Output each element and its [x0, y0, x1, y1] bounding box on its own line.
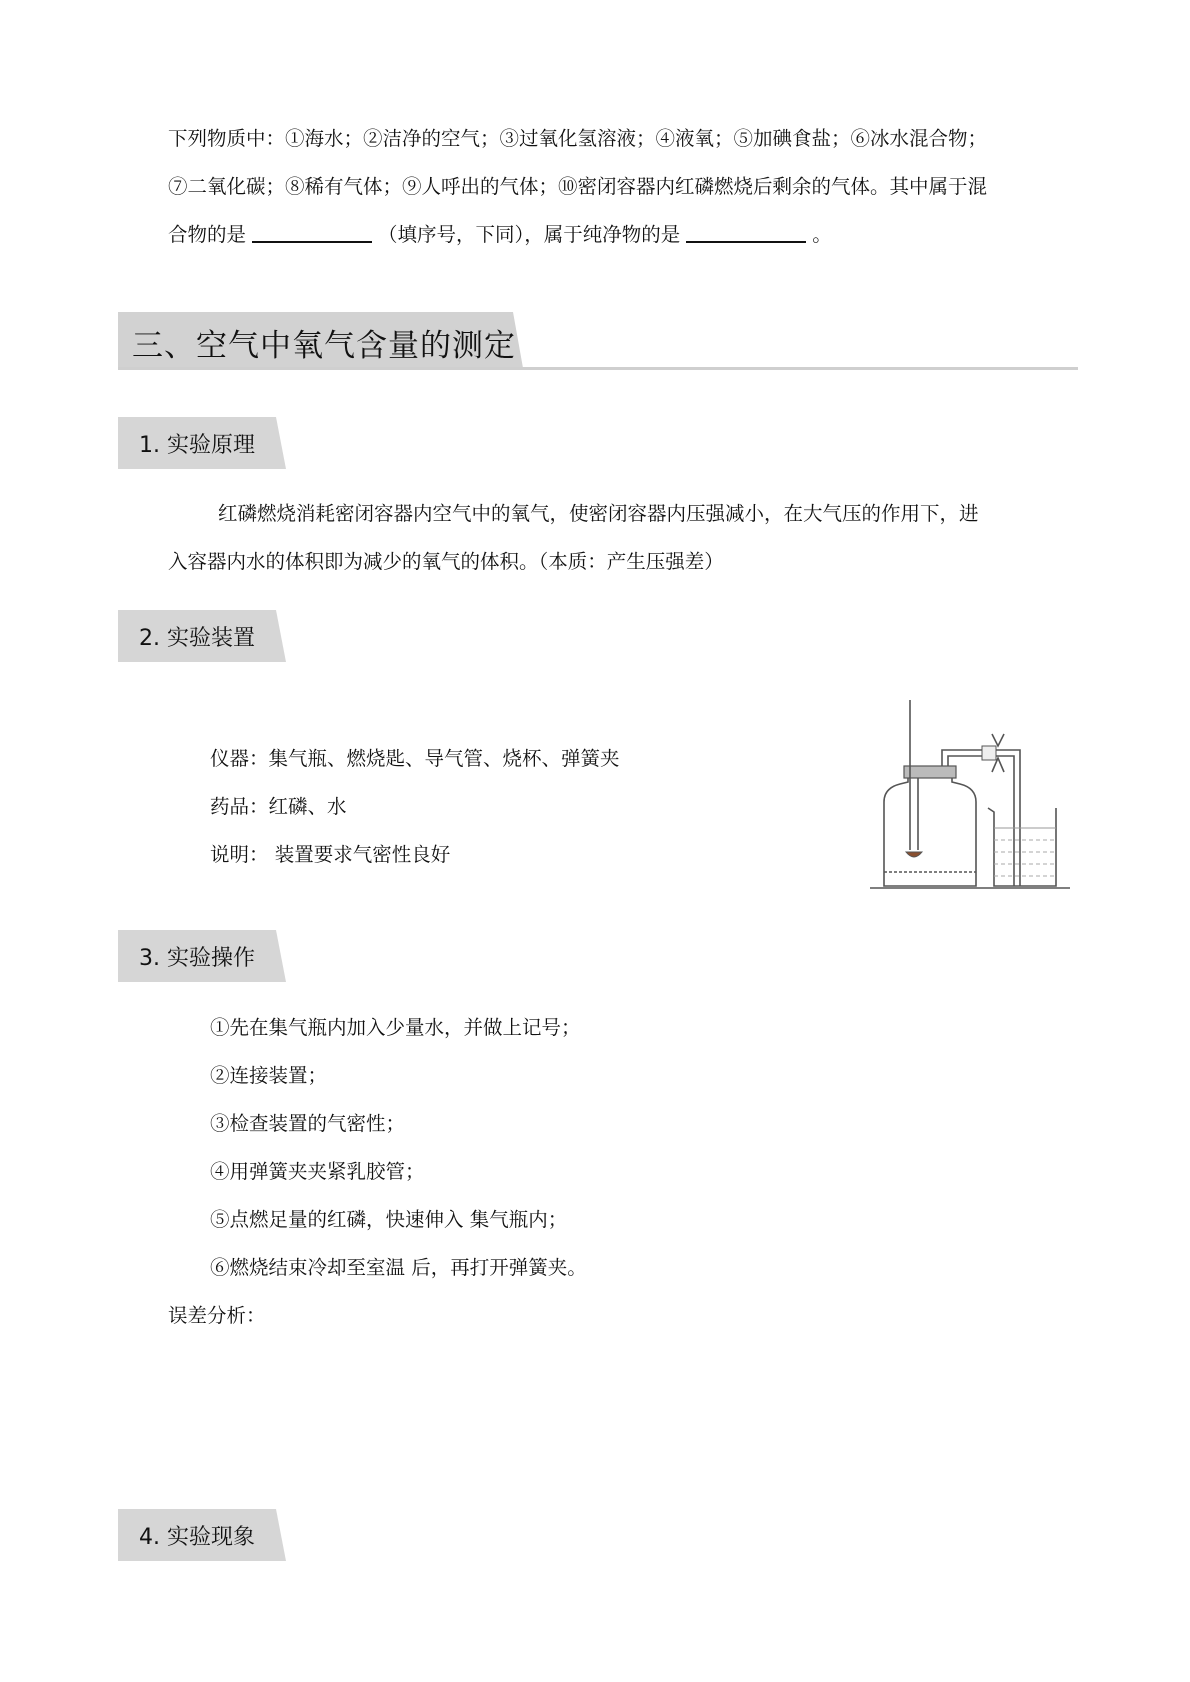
subsection-header-principle: [118, 417, 286, 469]
question-text-b: （填序号，下同），属于纯净物的是: [378, 223, 681, 246]
reagents-text: 药品：红磷、水: [210, 795, 347, 818]
question-line-1: 下列物质中：①海水；②洁净的空气；③过氧化氢溶液；④液氧；⑤加碘食盐；⑥冰水混合物；: [168, 127, 988, 150]
subsection-header-apparatus: [118, 610, 286, 662]
subsection-title: 4. 实验现象: [139, 1525, 255, 1550]
subsection-header-procedure: [118, 930, 286, 982]
subsection-title: 2. 实验装置: [139, 626, 255, 651]
procedure-step: ④用弹簧夹夹紧乳胶管；: [210, 1160, 425, 1183]
principle-line-2: 入容器内水的体积即为减少的氧气的体积。（本质：产生压强差）: [168, 550, 724, 573]
procedure-step: ③检查装置的气密性；: [210, 1112, 406, 1135]
apparatus-diagram: [870, 700, 1070, 900]
answer-blank-mixture[interactable]: [252, 219, 372, 243]
principle-line-1: 红磷燃烧消耗密闭容器内空气中的氧气，使密闭容器内压强减小，在大气压的作用下，进: [218, 502, 979, 525]
subsection-title: 1. 实验原理: [139, 433, 255, 458]
note-text: 说明： 装置要求气密性良好: [210, 843, 451, 866]
question-line-3: [168, 211, 832, 259]
section-title-banner: [118, 312, 1078, 372]
procedure-step: ①先在集气瓶内加入少量水，并做上记号；: [210, 1016, 581, 1039]
error-analysis-label: 误差分析：: [168, 1304, 266, 1327]
instruments-text: 仪器：集气瓶、燃烧匙、导气管、烧杯、弹簧夹: [210, 747, 620, 770]
section-title: 三、空气中氧气含量的测定: [132, 328, 516, 364]
answer-blank-pure[interactable]: [686, 219, 806, 243]
subsection-title: 3. 实验操作: [139, 946, 255, 971]
procedure-step: ⑤点燃足量的红磷，快速伸入 集气瓶内；: [210, 1208, 568, 1231]
question-text-a: 合物的是: [168, 223, 247, 246]
question-text-c: 。: [812, 223, 832, 246]
section-divider: [118, 367, 1078, 370]
procedure-step: ⑥燃烧结束冷却至室温 后，再打开弹簧夹。: [210, 1256, 587, 1279]
question-line-2: ⑦二氧化碳；⑧稀有气体；⑨人呼出的气体；⑩密闭容器内红磷燃烧后剩余的气体。其中属于混: [168, 175, 988, 198]
subsection-header-phenomenon: [118, 1509, 286, 1561]
procedure-step: ②连接装置；: [210, 1064, 328, 1087]
